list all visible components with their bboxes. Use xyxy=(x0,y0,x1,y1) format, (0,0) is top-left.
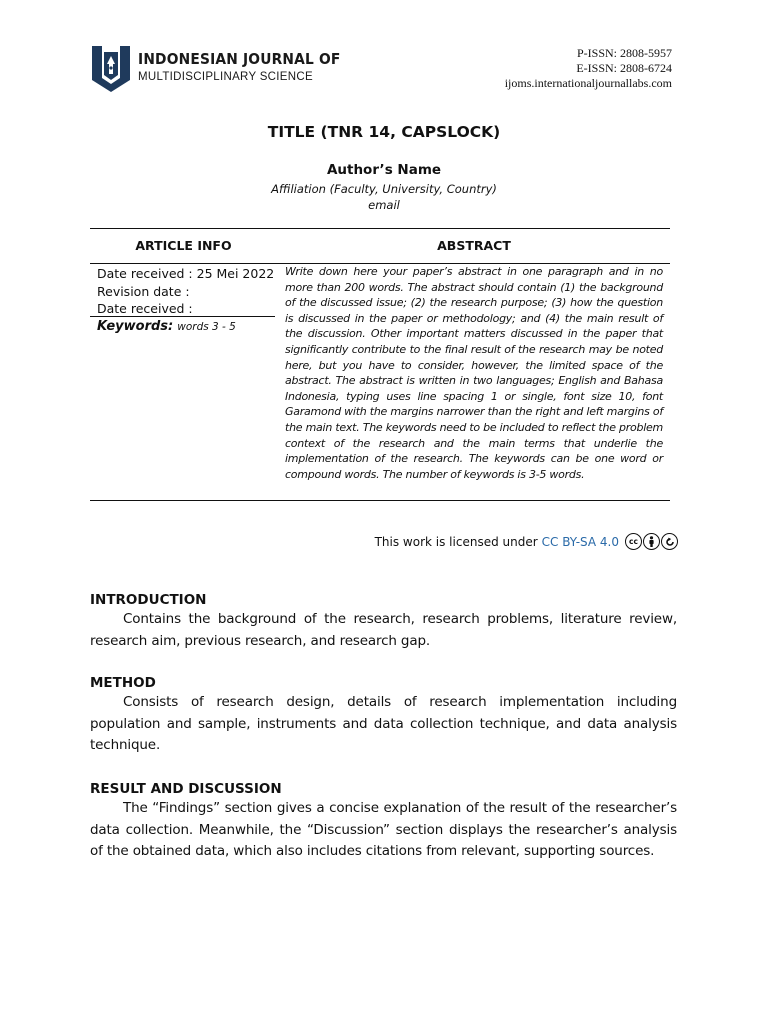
section-result-discussion xyxy=(90,780,677,863)
sa-icon xyxy=(661,533,678,550)
table-bottom-rule xyxy=(90,500,670,501)
abstract-header: ABSTRACT xyxy=(437,238,511,253)
method-body: Consists of research design, details of research implementation including population and sample, instruments and data collection technique, and data analysis technique. xyxy=(90,694,677,754)
article-info-header: ARTICLE INFO xyxy=(135,238,232,253)
issn-block xyxy=(505,46,672,91)
author-email: email xyxy=(368,198,400,212)
journal-website[interactable]: ijoms.internationaljournallabs.com xyxy=(504,76,672,90)
section-introduction xyxy=(90,591,677,652)
author-affiliation: Affiliation (Faculty, University, Country) xyxy=(271,182,497,196)
paper-title: TITLE (TNR 14, CAPSLOCK) xyxy=(267,123,501,141)
abstract-text: Write down here your paper’s abstract in one paragraph and in no more than 200 words. The abstract should contain (1) the background of the discussed issue; (2) the research purpose; (3) how the question is discussed in the paper or methodology; and (4) the main result of the discussion. Other important matters discussed in the paper that significantly contribute to the final result of the research may be noted here, but you have to consider, however, the limited space of the abstract. The abstract is written in two languages; English and Bahasa Indonesia, typing uses line spacing 1 or single, font size 10, font Garamond with the margins narrower than the right and left margins of the main text. The keywords need to be included to reflect the problem context of the research and the main terms that underlie the implementation of the research. The keywords can be one word or compound words. The number of keywords is 3-5 words. xyxy=(285,265,663,481)
eissn: E-ISSN: 2808-6724 xyxy=(576,61,672,75)
date-received: Date received : 25 Mei 2022 xyxy=(97,266,275,281)
table-top-rule xyxy=(90,228,670,229)
journal-logo xyxy=(90,44,132,94)
cc-icon: cc xyxy=(625,533,642,550)
result-body: The “Findings” section gives a concise explanation of the result of the researcher’s data collection. Meanwhile, the “Discussion” section displays the researcher’s analysis of the obtained data, which also includes citations from relevant, supporting sources. xyxy=(90,800,677,860)
journal-name-line2: MULTIDISCIPLINARY SCIENCE xyxy=(138,71,313,83)
introduction-body: Contains the background of the research, research problems, literature review, research aim, previous research, and research gap. xyxy=(90,611,677,649)
article-info xyxy=(97,265,274,318)
license-line xyxy=(375,533,678,550)
journal-name xyxy=(138,51,358,84)
keywords-value: words 3 - 5 xyxy=(177,321,236,333)
license-text: This work is licensed under xyxy=(374,534,538,549)
pissn: P-ISSN: 2808-5957 xyxy=(576,46,672,60)
license-badges xyxy=(625,533,678,550)
date-received-2: Date received : xyxy=(97,301,193,316)
result-heading: RESULT AND DISCUSSION xyxy=(90,781,282,797)
by-icon xyxy=(643,533,660,550)
introduction-heading: INTRODUCTION xyxy=(90,592,207,608)
method-heading: METHOD xyxy=(90,675,156,691)
author-name: Author’s Name xyxy=(326,162,442,178)
revision-date: Revision date : xyxy=(97,283,190,299)
journal-name-line1: INDONESIAN JOURNAL OF xyxy=(138,50,341,68)
keywords-label: Keywords: xyxy=(97,319,174,334)
keywords xyxy=(97,318,236,334)
license-link[interactable]: CC BY-SA 4.0 xyxy=(541,534,619,549)
section-method xyxy=(90,674,677,757)
author-affiliation-block xyxy=(0,181,768,213)
